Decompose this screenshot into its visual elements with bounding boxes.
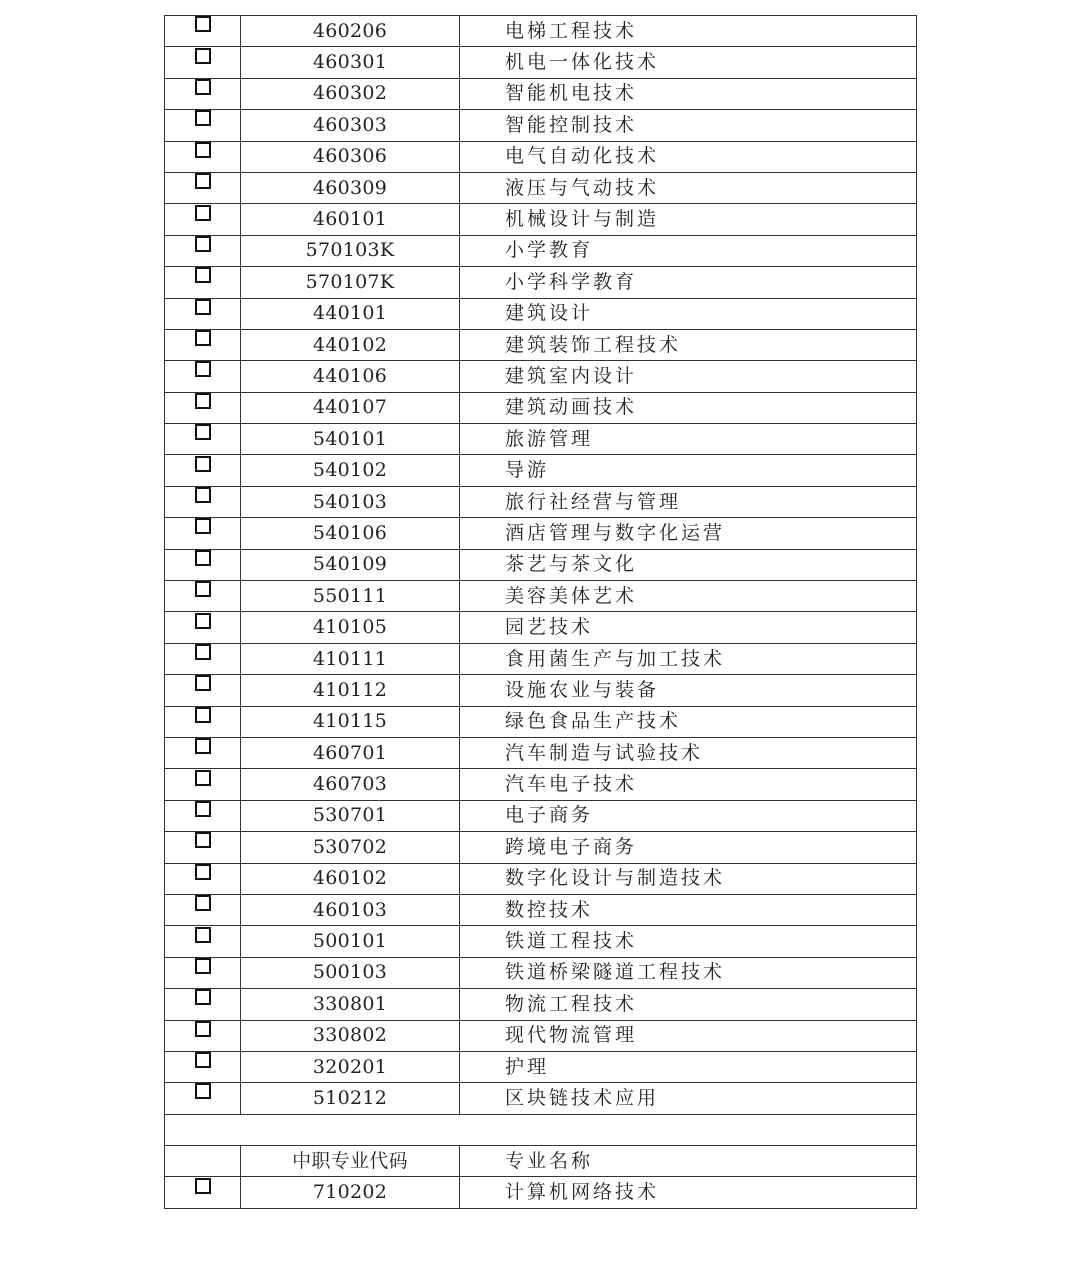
select-checkbox[interactable] [195, 1083, 211, 1099]
table-row [165, 832, 917, 863]
checkbox-cell [165, 894, 241, 925]
select-checkbox[interactable] [195, 989, 211, 1005]
major-name-cell: 电气自动化技术 [460, 141, 917, 172]
major-name-cell: 绿色食品生产技术 [460, 706, 917, 737]
secondary-name-header: 专业名称 [460, 1146, 917, 1177]
checkbox-cell [165, 361, 241, 392]
major-name-cell: 园艺技术 [460, 612, 917, 643]
table-row [165, 267, 917, 298]
checkbox-cell [165, 581, 241, 612]
table-row [165, 989, 917, 1020]
select-checkbox[interactable] [195, 644, 211, 660]
checkbox-cell [165, 706, 241, 737]
major-name-cell: 区块链技术应用 [460, 1083, 917, 1114]
major-code-cell: 570103K [241, 235, 460, 266]
secondary-header-row [165, 1146, 917, 1177]
major-name-cell: 液压与气动技术 [460, 172, 917, 203]
table-row [165, 863, 917, 894]
major-code-cell: 570107K [241, 267, 460, 298]
select-checkbox[interactable] [195, 801, 211, 817]
major-name-cell: 汽车制造与试验技术 [460, 737, 917, 768]
major-name-cell: 食用菌生产与加工技术 [460, 643, 917, 674]
checkbox-cell [165, 989, 241, 1020]
major-code-cell: 410105 [241, 612, 460, 643]
select-checkbox[interactable] [195, 927, 211, 943]
select-checkbox[interactable] [195, 518, 211, 534]
select-checkbox[interactable] [195, 236, 211, 252]
major-name-cell: 建筑设计 [460, 298, 917, 329]
select-checkbox[interactable] [195, 738, 211, 754]
checkbox-cell [165, 298, 241, 329]
table-row [165, 298, 917, 329]
select-checkbox[interactable] [195, 16, 211, 32]
checkbox-cell [165, 737, 241, 768]
select-checkbox[interactable] [195, 895, 211, 911]
select-checkbox[interactable] [195, 1178, 211, 1194]
table-row [165, 518, 917, 549]
major-code-cell: 460309 [241, 172, 460, 203]
table-row [165, 1177, 917, 1208]
select-checkbox[interactable] [195, 487, 211, 503]
checkbox-cell [165, 392, 241, 423]
select-checkbox[interactable] [195, 393, 211, 409]
select-checkbox[interactable] [195, 832, 211, 848]
major-code-cell: 540102 [241, 455, 460, 486]
table-row [165, 110, 917, 141]
major-code-cell: 460302 [241, 78, 460, 109]
table-row [165, 1083, 917, 1114]
select-checkbox[interactable] [195, 550, 211, 566]
table-row [165, 392, 917, 423]
major-code-cell: 500101 [241, 926, 460, 957]
checkbox-cell [165, 16, 241, 47]
checkbox-cell [165, 926, 241, 957]
major-code-cell: 460206 [241, 16, 460, 47]
major-name-cell: 建筑室内设计 [460, 361, 917, 392]
major-code-cell: 330801 [241, 989, 460, 1020]
secondary-code-header: 中职专业代码 [241, 1146, 460, 1177]
major-name-cell: 物流工程技术 [460, 989, 917, 1020]
select-checkbox[interactable] [195, 1021, 211, 1037]
select-checkbox[interactable] [195, 361, 211, 377]
major-code-cell: 410115 [241, 706, 460, 737]
major-name-cell: 建筑动画技术 [460, 392, 917, 423]
major-name-cell: 小学教育 [460, 235, 917, 266]
table-row [165, 549, 917, 580]
select-checkbox[interactable] [195, 330, 211, 346]
select-checkbox[interactable] [195, 205, 211, 221]
major-name-cell: 建筑装饰工程技术 [460, 329, 917, 360]
table-row [165, 581, 917, 612]
table-row [165, 675, 917, 706]
checkbox-cell [165, 518, 241, 549]
table-row [165, 706, 917, 737]
select-checkbox[interactable] [195, 110, 211, 126]
major-name-cell: 茶艺与茶文化 [460, 549, 917, 580]
table-row [165, 800, 917, 831]
major-name-cell: 铁道桥梁隧道工程技术 [460, 957, 917, 988]
checkbox-cell [165, 1083, 241, 1114]
major-name-cell: 数控技术 [460, 894, 917, 925]
major-name-cell: 汽车电子技术 [460, 769, 917, 800]
major-code-cell: 410112 [241, 675, 460, 706]
major-name-cell: 现代物流管理 [460, 1020, 917, 1051]
checkbox-cell [165, 1051, 241, 1082]
table-row [165, 1051, 917, 1082]
table-row [165, 424, 917, 455]
major-code-cell: 460306 [241, 141, 460, 172]
major-code-cell: 410111 [241, 643, 460, 674]
checkbox-cell [165, 455, 241, 486]
table-row [165, 894, 917, 925]
major-code-cell: 460703 [241, 769, 460, 800]
checkbox-cell [165, 267, 241, 298]
major-code-cell: 440106 [241, 361, 460, 392]
table-row [165, 47, 917, 78]
major-code-cell: 550111 [241, 581, 460, 612]
checkbox-cell [165, 204, 241, 235]
checkbox-cell [165, 957, 241, 988]
select-checkbox[interactable] [195, 958, 211, 974]
major-name-cell: 旅行社经营与管理 [460, 486, 917, 517]
checkbox-cell [165, 486, 241, 517]
major-code-cell: 540101 [241, 424, 460, 455]
major-code-cell: 440102 [241, 329, 460, 360]
table-row [165, 643, 917, 674]
table-row [165, 204, 917, 235]
select-checkbox[interactable] [195, 456, 211, 472]
select-checkbox[interactable] [195, 173, 211, 189]
major-name-cell: 旅游管理 [460, 424, 917, 455]
checkbox-cell [165, 769, 241, 800]
checkbox-cell [165, 47, 241, 78]
select-checkbox[interactable] [195, 424, 211, 440]
checkbox-cell [165, 329, 241, 360]
major-name-cell: 铁道工程技术 [460, 926, 917, 957]
checkbox-cell [165, 424, 241, 455]
major-name-cell: 计算机网络技术 [460, 1177, 917, 1208]
table-row [165, 957, 917, 988]
major-name-cell: 智能控制技术 [460, 110, 917, 141]
checkbox-cell [165, 1177, 241, 1208]
major-code-cell: 460301 [241, 47, 460, 78]
major-name-cell: 设施农业与装备 [460, 675, 917, 706]
select-checkbox[interactable] [195, 581, 211, 597]
major-code-cell: 440101 [241, 298, 460, 329]
table-row [165, 1020, 917, 1051]
major-code-cell: 320201 [241, 1051, 460, 1082]
table-row [165, 926, 917, 957]
section-divider-row [165, 1114, 917, 1145]
major-name-cell: 美容美体艺术 [460, 581, 917, 612]
checkbox-cell [165, 832, 241, 863]
major-name-cell: 护理 [460, 1051, 917, 1082]
major-name-cell: 智能机电技术 [460, 78, 917, 109]
table-row [165, 235, 917, 266]
checkbox-cell [165, 643, 241, 674]
select-checkbox[interactable] [195, 613, 211, 629]
major-name-cell: 小学科学教育 [460, 267, 917, 298]
table-row [165, 141, 917, 172]
checkbox-cell [165, 863, 241, 894]
table-row [165, 737, 917, 768]
table-row [165, 455, 917, 486]
major-code-cell: 540103 [241, 486, 460, 517]
major-name-cell: 电子商务 [460, 800, 917, 831]
checkbox-cell [165, 235, 241, 266]
select-checkbox[interactable] [195, 770, 211, 786]
major-code-cell: 460103 [241, 894, 460, 925]
major-code-cell: 540109 [241, 549, 460, 580]
major-code-cell: 460701 [241, 737, 460, 768]
select-checkbox[interactable] [195, 48, 211, 64]
select-checkbox[interactable] [195, 1052, 211, 1068]
checkbox-cell [165, 675, 241, 706]
table-row [165, 329, 917, 360]
table-row [165, 78, 917, 109]
checkbox-cell [165, 612, 241, 643]
select-checkbox[interactable] [195, 299, 211, 315]
major-name-cell: 机械设计与制造 [460, 204, 917, 235]
checkbox-cell [165, 78, 241, 109]
major-name-cell: 数字化设计与制造技术 [460, 863, 917, 894]
header-blank-cell [165, 1146, 241, 1177]
major-code-cell: 540106 [241, 518, 460, 549]
major-name-cell: 导游 [460, 455, 917, 486]
table-row [165, 16, 917, 47]
checkbox-cell [165, 141, 241, 172]
checkbox-cell [165, 800, 241, 831]
major-code-cell: 510212 [241, 1083, 460, 1114]
major-code-cell: 530701 [241, 800, 460, 831]
select-checkbox[interactable] [195, 267, 211, 283]
section-divider-cell [165, 1114, 917, 1145]
select-checkbox[interactable] [195, 79, 211, 95]
major-selection-table [164, 15, 917, 1209]
select-checkbox[interactable] [195, 142, 211, 158]
major-name-cell: 电梯工程技术 [460, 16, 917, 47]
table-body [165, 16, 917, 1209]
major-code-cell: 530702 [241, 832, 460, 863]
major-code-cell: 710202 [241, 1177, 460, 1208]
select-checkbox[interactable] [195, 707, 211, 723]
major-name-cell: 跨境电子商务 [460, 832, 917, 863]
select-checkbox[interactable] [195, 675, 211, 691]
select-checkbox[interactable] [195, 864, 211, 880]
major-code-cell: 460101 [241, 204, 460, 235]
major-code-cell: 330802 [241, 1020, 460, 1051]
major-code-cell: 440107 [241, 392, 460, 423]
table-row [165, 486, 917, 517]
checkbox-cell [165, 110, 241, 141]
table-row [165, 612, 917, 643]
major-name-cell: 机电一体化技术 [460, 47, 917, 78]
checkbox-cell [165, 549, 241, 580]
major-name-cell: 酒店管理与数字化运营 [460, 518, 917, 549]
major-code-cell: 460102 [241, 863, 460, 894]
checkbox-cell [165, 1020, 241, 1051]
checkbox-cell [165, 172, 241, 203]
table-row [165, 172, 917, 203]
major-code-cell: 460303 [241, 110, 460, 141]
table-row [165, 769, 917, 800]
table-row [165, 361, 917, 392]
major-code-cell: 500103 [241, 957, 460, 988]
